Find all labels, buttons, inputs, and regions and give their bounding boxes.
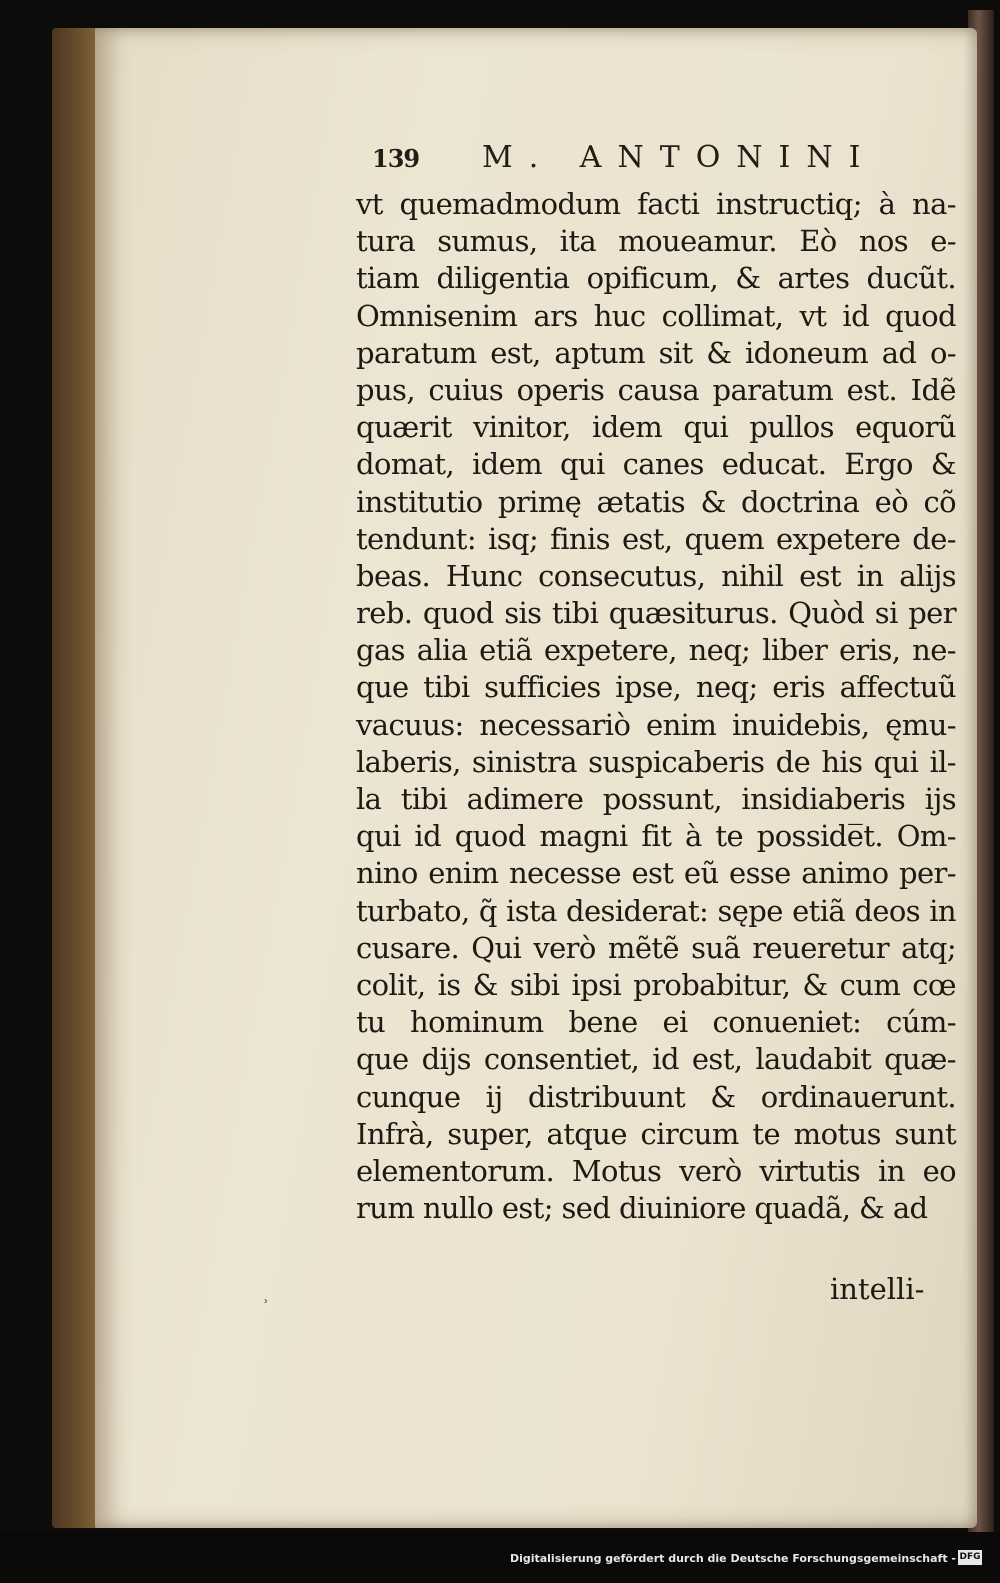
text-line: pus, cuius operis causa paratum est. Idẽ	[356, 372, 956, 407]
text-line: tiam diligentia opificum, & artes ducũt.	[356, 261, 956, 296]
digitization-credit: Digitalisierung gefördert durch die Deutsche Forschungsgemeinschaft -	[509, 1552, 956, 1565]
text-line: paratum est, aptum sit & idoneum ad o-	[356, 335, 956, 370]
text-line: que dijs consentiet, id est, laudabit quæ-	[356, 1042, 956, 1077]
text-line: vt quemadmodum facti instructiq; à na-	[356, 187, 956, 221]
text-line: colit, is & sibi ipsi probabitur, & cum cœ	[356, 967, 956, 1002]
text-line: quærit vinitor, idem qui pullos equorũ	[356, 410, 956, 445]
text-line: reb. quod sis tibi quæsiturus. Quòd si per	[356, 596, 956, 631]
text-line: laberis, sinistra suspicaberis de his qui il-	[356, 744, 956, 779]
text-line: Omnisenim ars huc collimat, vt id quod	[356, 298, 956, 333]
text-line: turbato, q̃ ista desiderat: sępe etiã deos in	[356, 893, 956, 928]
text-line: nino enim necesse est eũ esse animo per-	[356, 856, 956, 891]
text-line: rum nullo est; sed diuiniore quadã, & ad	[356, 1191, 928, 1226]
text-line: que tibi sufficies ipse, neq; eris affectuũ	[356, 670, 956, 705]
page-header	[372, 140, 912, 180]
text-line: vacuus: necessariò enim inuidebis, ęmu-	[356, 707, 956, 742]
text-line: tura sumus, ita moueamur. Eò nos e-	[356, 224, 956, 259]
text-line: cusare. Qui verò mẽtẽ suã reueretur atq;	[356, 930, 956, 965]
stray-ink-mark: ʾ	[264, 1298, 269, 1314]
text-line: la tibi adimere possunt, insidiaberis ijs	[356, 782, 956, 816]
text-line: institutio primę ætatis & doctrina eò cõ	[356, 484, 956, 519]
text-line: beas. Hunc consecutus, nihil est in alijs	[356, 558, 956, 593]
catchword: intelli-	[830, 1272, 925, 1306]
text-line: cunque ij distribuunt & ordinauerunt.	[356, 1079, 956, 1114]
text-line: qui id quod magni fit à te posside̅t. Om-	[356, 819, 956, 854]
body-text	[356, 186, 956, 1227]
running-title: M. ANTONINI	[482, 140, 877, 175]
text-line: tu hominum bene ei conueniet: cúm-	[356, 1005, 956, 1040]
text-line: Infrà, super, atque circum te motus sunt	[356, 1116, 956, 1151]
text-line: elementorum. Motus verò virtutis in eo	[356, 1153, 956, 1188]
page-number: 139	[372, 144, 420, 173]
text-line: domat, idem qui canes educat. Ergo &	[356, 447, 956, 482]
text-line: gas alia etiã expetere, neq; liber eris, ne-	[356, 633, 956, 668]
text-line: tendunt: isq; finis est, quem expetere de-	[356, 521, 956, 556]
dfg-logo: DFG	[958, 1550, 982, 1565]
